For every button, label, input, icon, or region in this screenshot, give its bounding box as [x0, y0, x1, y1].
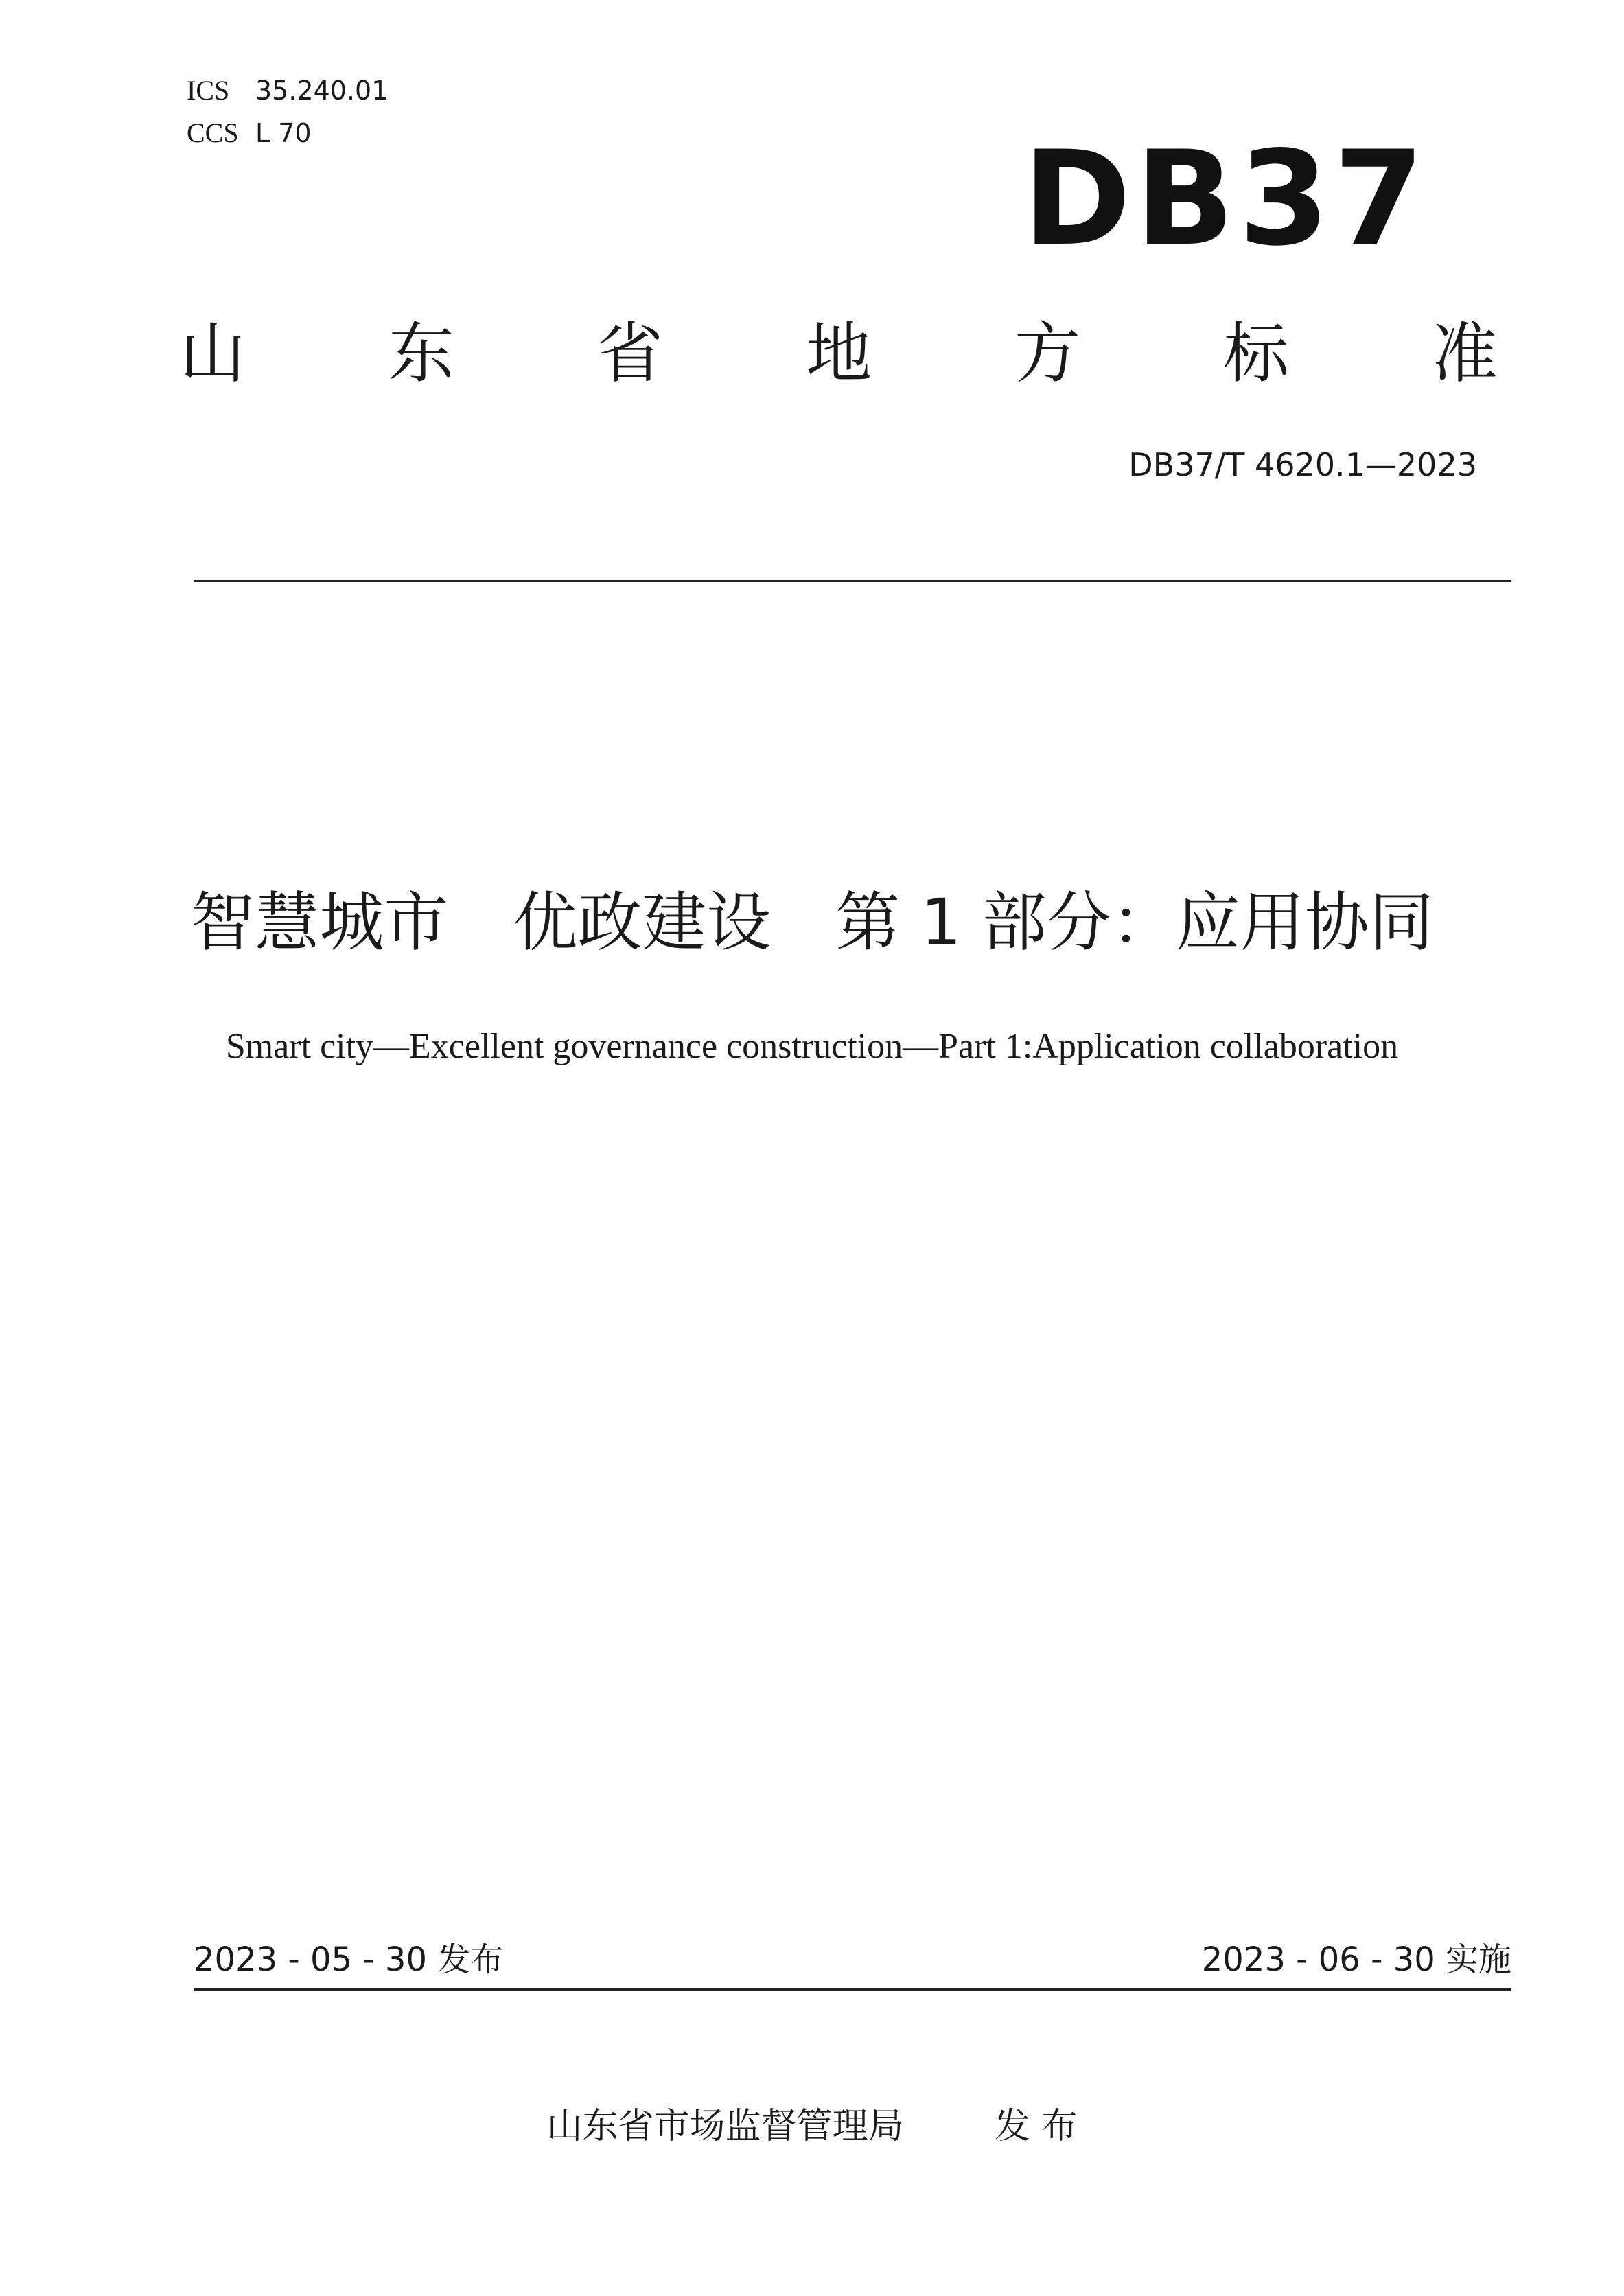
standard-type — [180, 312, 1498, 395]
ccs-value: L 70 — [255, 118, 312, 148]
issue-date: 2023 - 05 - 30 发布 — [194, 1940, 504, 1979]
title-chinese: 智慧城市 优政建设 第 1 部分：应用协同 — [190, 885, 1434, 960]
ccs-label: CCS — [187, 117, 239, 148]
ics-code — [187, 74, 388, 113]
header-divider — [194, 580, 1511, 582]
ics-label: ICS — [187, 75, 230, 106]
publisher — [0, 2102, 1624, 2151]
standard-type-char: 山 — [180, 315, 246, 392]
standard-type-char: 省 — [597, 315, 663, 392]
standard-type-char: 地 — [806, 315, 872, 392]
db37-mark: DB37 — [1023, 123, 1428, 275]
standard-type-char: 方 — [1014, 315, 1080, 392]
standard-type-char: 标 — [1223, 315, 1289, 392]
publisher-name: 山东省市场监督管理局 — [546, 2106, 904, 2147]
ics-value: 35.240.01 — [255, 76, 388, 106]
standard-type-char: 准 — [1432, 315, 1498, 392]
title-english: Smart city—Excellent governance construction—Part 1:Application collaboration — [225, 1027, 1399, 1066]
standard-type-char: 东 — [388, 315, 454, 392]
publisher-action: 发 布 — [994, 2106, 1078, 2147]
footer-divider — [194, 1988, 1511, 1991]
implementation-date: 2023 - 06 - 30 实施 — [1201, 1940, 1511, 1979]
standard-number: DB37/T 4620.1—2023 — [1128, 446, 1477, 483]
ccs-code — [187, 117, 312, 155]
